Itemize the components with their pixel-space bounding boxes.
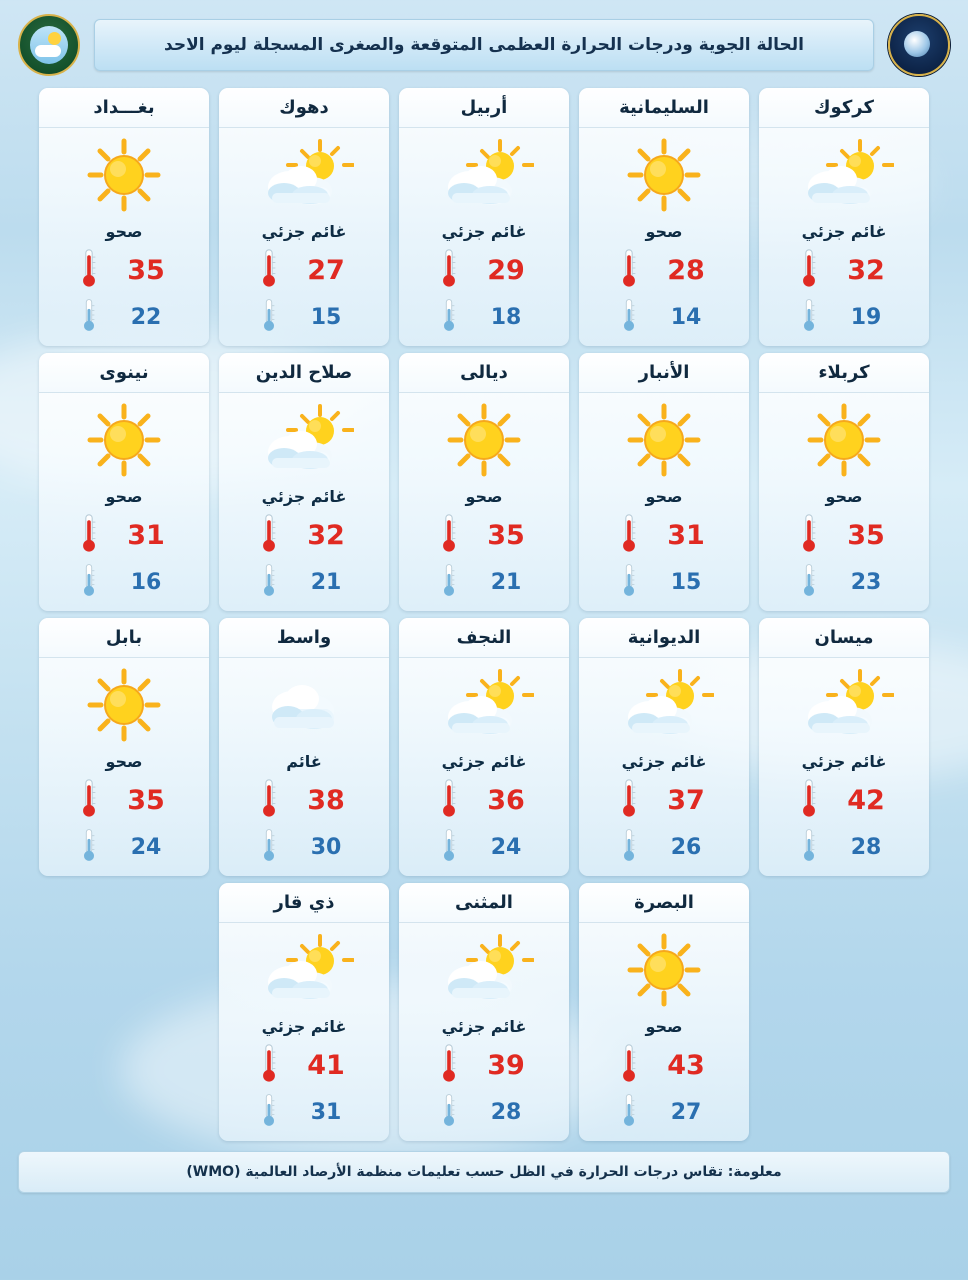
temperatures — [579, 248, 749, 336]
max-temperature-value: 36 — [487, 784, 525, 816]
sunny-icon-svg — [82, 400, 166, 480]
max-temperature-row — [56, 248, 192, 292]
max-temperature-row — [416, 778, 552, 822]
temperatures — [399, 513, 569, 601]
max-temperature-row — [776, 513, 912, 557]
max-temperature-value: 32 — [307, 519, 345, 551]
sunny-icon-svg — [622, 930, 706, 1010]
temperatures — [579, 1043, 749, 1131]
condition-label: صحو — [645, 486, 683, 506]
thermometer-icon-svg — [438, 248, 460, 288]
sunny-icon-svg — [82, 665, 166, 745]
min-thermometer-icon — [438, 298, 460, 336]
thermometer-icon-svg — [78, 298, 100, 332]
city-weather-card[interactable] — [579, 88, 749, 346]
max-temperature-value: 35 — [487, 519, 525, 551]
condition-label: غائم جزئي — [621, 751, 707, 771]
thermometer-icon-svg — [438, 828, 460, 862]
min-temperature-value: 24 — [130, 834, 162, 860]
sunny-icon — [39, 132, 209, 218]
sunny-icon — [579, 397, 749, 483]
thermometer-icon-svg — [618, 563, 640, 597]
min-thermometer-icon — [438, 828, 460, 866]
max-temperature-row — [416, 1043, 552, 1087]
max-temperature-value: 35 — [847, 519, 885, 551]
max-temperature-row — [596, 778, 732, 822]
max-thermometer-icon — [798, 513, 820, 557]
city-name: المثنى — [399, 883, 569, 923]
sunny-icon-svg — [82, 135, 166, 215]
thermometer-icon-svg — [258, 778, 280, 818]
max-temperature-value: 41 — [307, 1049, 345, 1081]
max-temperature-row — [236, 1043, 372, 1087]
page-title — [94, 19, 874, 71]
partly-cloudy-icon-svg — [434, 665, 534, 745]
sunny-icon — [39, 662, 209, 748]
temperatures — [219, 1043, 389, 1131]
temperatures — [219, 248, 389, 336]
min-thermometer-icon — [618, 828, 640, 866]
temperatures — [39, 778, 209, 866]
max-temperature-row — [56, 513, 192, 557]
thermometer-icon-svg — [438, 1043, 460, 1083]
min-thermometer-icon — [258, 1093, 280, 1131]
min-thermometer-icon — [258, 563, 280, 601]
partly-cloudy-icon — [399, 662, 569, 748]
partly-cloudy-icon — [759, 132, 929, 218]
temperatures — [399, 1043, 569, 1131]
max-temperature-row — [776, 778, 912, 822]
min-temperature-value: 31 — [310, 1099, 342, 1125]
city-cards-row — [18, 353, 950, 611]
temperatures — [39, 248, 209, 336]
min-temperature-value: 28 — [850, 834, 882, 860]
partly-cloudy-icon — [399, 132, 569, 218]
thermometer-icon-svg — [438, 298, 460, 332]
temperatures — [759, 248, 929, 336]
temperatures — [759, 778, 929, 866]
city-name: كركوك — [759, 88, 929, 128]
header — [18, 14, 950, 76]
partly-cloudy-icon-svg — [254, 400, 354, 480]
city-weather-card[interactable] — [219, 618, 389, 876]
min-temperature-value: 26 — [670, 834, 702, 860]
city-name: صلاح الدين — [219, 353, 389, 393]
condition-label: غائم جزئي — [441, 221, 527, 241]
max-thermometer-icon — [438, 513, 460, 557]
thermometer-icon-svg — [258, 563, 280, 597]
sunny-icon-svg — [802, 400, 886, 480]
min-thermometer-icon — [798, 298, 820, 336]
min-temperature-row — [236, 298, 372, 336]
city-weather-card[interactable] — [39, 618, 209, 876]
min-temperature-value: 22 — [130, 304, 162, 330]
min-temperature-row — [596, 298, 732, 336]
min-temperature-value: 16 — [130, 569, 162, 595]
min-temperature-row — [416, 828, 552, 866]
min-temperature-row — [416, 1093, 552, 1131]
max-temperature-row — [596, 513, 732, 557]
temperatures — [39, 513, 209, 601]
condition-label: غائم جزئي — [261, 221, 347, 241]
min-temperature-value: 19 — [850, 304, 882, 330]
min-thermometer-icon — [438, 1093, 460, 1131]
partly-cloudy-icon-svg — [794, 665, 894, 745]
city-weather-card[interactable] — [399, 883, 569, 1141]
sunny-icon-svg — [622, 400, 706, 480]
max-temperature-row — [236, 248, 372, 292]
temperatures — [399, 248, 569, 336]
min-thermometer-icon — [78, 298, 100, 336]
partly-cloudy-icon — [399, 927, 569, 1013]
thermometer-icon-svg — [78, 248, 100, 288]
partly-cloudy-icon — [759, 662, 929, 748]
thermometer-icon-svg — [78, 828, 100, 862]
max-thermometer-icon — [618, 513, 640, 557]
max-thermometer-icon — [258, 248, 280, 292]
max-temperature-row — [416, 513, 552, 557]
max-temperature-value: 38 — [307, 784, 345, 816]
thermometer-icon-svg — [618, 778, 640, 818]
min-temperature-value: 23 — [850, 569, 882, 595]
city-name: النجف — [399, 618, 569, 658]
min-temperature-row — [596, 1093, 732, 1131]
min-temperature-row — [596, 828, 732, 866]
thermometer-icon-svg — [78, 778, 100, 818]
thermometer-icon-svg — [438, 513, 460, 553]
max-temperature-value: 39 — [487, 1049, 525, 1081]
city-weather-card[interactable] — [39, 88, 209, 346]
max-temperature-value: 29 — [487, 254, 525, 286]
min-thermometer-icon — [618, 298, 640, 336]
thermometer-icon-svg — [438, 563, 460, 597]
sunny-icon — [579, 132, 749, 218]
max-thermometer-icon — [618, 248, 640, 292]
footer-note — [18, 1151, 950, 1193]
max-temperature-value: 27 — [307, 254, 345, 286]
max-temperature-row — [236, 778, 372, 822]
meteorology-authority-logo-icon — [888, 14, 950, 76]
city-name: ميسان — [759, 618, 929, 658]
max-temperature-value: 31 — [127, 519, 165, 551]
min-temperature-value: 27 — [670, 1099, 702, 1125]
min-thermometer-icon — [78, 563, 100, 601]
thermometer-icon-svg — [618, 828, 640, 862]
max-temperature-value: 31 — [667, 519, 705, 551]
min-temperature-row — [596, 563, 732, 601]
max-temperature-row — [776, 248, 912, 292]
max-temperature-value: 32 — [847, 254, 885, 286]
condition-label: غائم جزئي — [261, 486, 347, 506]
city-weather-card[interactable] — [759, 618, 929, 876]
min-temperature-row — [56, 298, 192, 336]
thermometer-icon-svg — [618, 1093, 640, 1127]
condition-label: غائم جزئي — [801, 221, 887, 241]
footer-note-text: معلومة: تقاس درجات الحرارة في الظل حسب تعليمات منظمة الأرصاد العالمية (WMO) — [186, 1164, 782, 1180]
min-temperature-row — [236, 828, 372, 866]
condition-label: صحو — [465, 486, 503, 506]
min-temperature-row — [236, 563, 372, 601]
max-temperature-value: 43 — [667, 1049, 705, 1081]
sunny-icon — [399, 397, 569, 483]
min-temperature-value: 21 — [490, 569, 522, 595]
partly-cloudy-icon-svg — [254, 930, 354, 1010]
sunny-icon-svg — [442, 400, 526, 480]
thermometer-icon-svg — [798, 563, 820, 597]
thermometer-icon-svg — [618, 248, 640, 288]
max-thermometer-icon — [78, 513, 100, 557]
city-cards-row — [18, 618, 950, 876]
city-weather-card[interactable] — [399, 88, 569, 346]
thermometer-icon-svg — [78, 563, 100, 597]
thermometer-icon-svg — [258, 248, 280, 288]
partly-cloudy-icon — [219, 397, 389, 483]
city-name: السليمانية — [579, 88, 749, 128]
temperatures — [399, 778, 569, 866]
min-temperature-row — [416, 298, 552, 336]
min-temperature-value: 14 — [670, 304, 702, 330]
thermometer-icon-svg — [258, 1093, 280, 1127]
min-temperature-row — [776, 563, 912, 601]
city-weather-card[interactable] — [579, 883, 749, 1141]
thermometer-icon-svg — [258, 828, 280, 862]
max-temperature-row — [596, 248, 732, 292]
max-thermometer-icon — [798, 778, 820, 822]
partly-cloudy-icon-svg — [614, 665, 714, 745]
thermometer-icon-svg — [438, 778, 460, 818]
partly-cloudy-icon-svg — [794, 135, 894, 215]
thermometer-icon-svg — [798, 248, 820, 288]
city-name: ذي قار — [219, 883, 389, 923]
thermometer-icon-svg — [78, 513, 100, 553]
cloudy-icon-svg — [254, 665, 354, 745]
condition-label: صحو — [645, 1016, 683, 1036]
thermometer-icon-svg — [798, 298, 820, 332]
min-temperature-value: 21 — [310, 569, 342, 595]
min-thermometer-icon — [618, 563, 640, 601]
thermometer-icon-svg — [618, 298, 640, 332]
max-temperature-row — [416, 248, 552, 292]
thermometer-icon-svg — [798, 513, 820, 553]
city-name: البصرة — [579, 883, 749, 923]
min-temperature-row — [56, 828, 192, 866]
city-name: بغـــداد — [39, 88, 209, 128]
condition-label: غائم جزئي — [801, 751, 887, 771]
max-temperature-value: 42 — [847, 784, 885, 816]
partly-cloudy-icon-svg — [434, 135, 534, 215]
min-temperature-value: 24 — [490, 834, 522, 860]
city-weather-card[interactable] — [579, 353, 749, 611]
max-thermometer-icon — [438, 1043, 460, 1087]
city-name: دهوك — [219, 88, 389, 128]
min-temperature-row — [416, 563, 552, 601]
city-weather-card[interactable] — [759, 88, 929, 346]
max-temperature-value: 28 — [667, 254, 705, 286]
max-thermometer-icon — [78, 248, 100, 292]
condition-label: صحو — [825, 486, 863, 506]
min-temperature-value: 18 — [490, 304, 522, 330]
min-temperature-value: 15 — [670, 569, 702, 595]
city-name: واسط — [219, 618, 389, 658]
min-thermometer-icon — [258, 828, 280, 866]
weather-service-logo-icon — [18, 14, 80, 76]
condition-label: غائم جزئي — [441, 751, 527, 771]
temperatures — [219, 513, 389, 601]
temperatures — [579, 778, 749, 866]
city-weather-card[interactable] — [39, 353, 209, 611]
max-temperature-row — [236, 513, 372, 557]
min-temperature-value: 15 — [310, 304, 342, 330]
city-weather-card[interactable] — [579, 618, 749, 876]
condition-label: صحو — [105, 751, 143, 771]
max-temperature-value: 37 — [667, 784, 705, 816]
partly-cloudy-icon-svg — [434, 930, 534, 1010]
max-thermometer-icon — [258, 1043, 280, 1087]
max-temperature-row — [56, 778, 192, 822]
min-thermometer-icon — [618, 1093, 640, 1131]
city-weather-card[interactable] — [399, 618, 569, 876]
condition-label: صحو — [105, 221, 143, 241]
city-cards-row — [18, 88, 950, 346]
min-temperature-row — [56, 563, 192, 601]
thermometer-icon-svg — [798, 778, 820, 818]
partly-cloudy-icon — [579, 662, 749, 748]
min-thermometer-icon — [798, 563, 820, 601]
partly-cloudy-icon — [219, 927, 389, 1013]
min-thermometer-icon — [798, 828, 820, 866]
sunny-icon — [39, 397, 209, 483]
max-thermometer-icon — [618, 1043, 640, 1087]
city-name: أربيل — [399, 88, 569, 128]
condition-label: غائم جزئي — [441, 1016, 527, 1036]
min-temperature-value: 28 — [490, 1099, 522, 1125]
city-weather-card[interactable] — [399, 353, 569, 611]
min-thermometer-icon — [78, 828, 100, 866]
min-thermometer-icon — [438, 563, 460, 601]
sunny-icon-svg — [622, 135, 706, 215]
thermometer-icon-svg — [798, 828, 820, 862]
city-weather-card[interactable] — [219, 353, 389, 611]
min-temperature-row — [236, 1093, 372, 1131]
temperatures — [219, 778, 389, 866]
max-thermometer-icon — [618, 778, 640, 822]
thermometer-icon-svg — [618, 1043, 640, 1083]
max-temperature-value: 35 — [127, 784, 165, 816]
condition-label: غائم جزئي — [261, 1016, 347, 1036]
condition-label: صحو — [645, 221, 683, 241]
thermometer-icon-svg — [258, 298, 280, 332]
max-temperature-value: 35 — [127, 254, 165, 286]
city-cards-grid — [18, 88, 950, 1141]
thermometer-icon-svg — [438, 1093, 460, 1127]
max-thermometer-icon — [798, 248, 820, 292]
partly-cloudy-icon — [219, 132, 389, 218]
thermometer-icon-svg — [258, 513, 280, 553]
max-thermometer-icon — [438, 778, 460, 822]
sunny-icon — [759, 397, 929, 483]
thermometer-icon-svg — [618, 513, 640, 553]
city-name: الأنبار — [579, 353, 749, 393]
thermometer-icon-svg — [258, 1043, 280, 1083]
condition-label: غائم — [286, 751, 322, 771]
cloudy-icon — [219, 662, 389, 748]
page-title-text: الحالة الجوية ودرجات الحرارة العظمى المتوقعة والصغرى المسجلة ليوم الاحد — [164, 35, 804, 55]
min-temperature-row — [776, 828, 912, 866]
city-weather-card[interactable] — [219, 88, 389, 346]
city-name: ديالى — [399, 353, 569, 393]
city-weather-card[interactable] — [219, 883, 389, 1141]
temperatures — [579, 513, 749, 601]
max-thermometer-icon — [438, 248, 460, 292]
min-thermometer-icon — [258, 298, 280, 336]
city-weather-card[interactable] — [759, 353, 929, 611]
max-thermometer-icon — [258, 513, 280, 557]
city-name: كربلاء — [759, 353, 929, 393]
min-temperature-value: 30 — [310, 834, 342, 860]
max-thermometer-icon — [78, 778, 100, 822]
city-name: الديوانية — [579, 618, 749, 658]
min-temperature-row — [776, 298, 912, 336]
sunny-icon — [579, 927, 749, 1013]
city-name: نينوى — [39, 353, 209, 393]
max-thermometer-icon — [258, 778, 280, 822]
partly-cloudy-icon-svg — [254, 135, 354, 215]
temperatures — [759, 513, 929, 601]
city-cards-row — [18, 883, 950, 1141]
max-temperature-row — [596, 1043, 732, 1087]
condition-label: صحو — [105, 486, 143, 506]
city-name: بابل — [39, 618, 209, 658]
